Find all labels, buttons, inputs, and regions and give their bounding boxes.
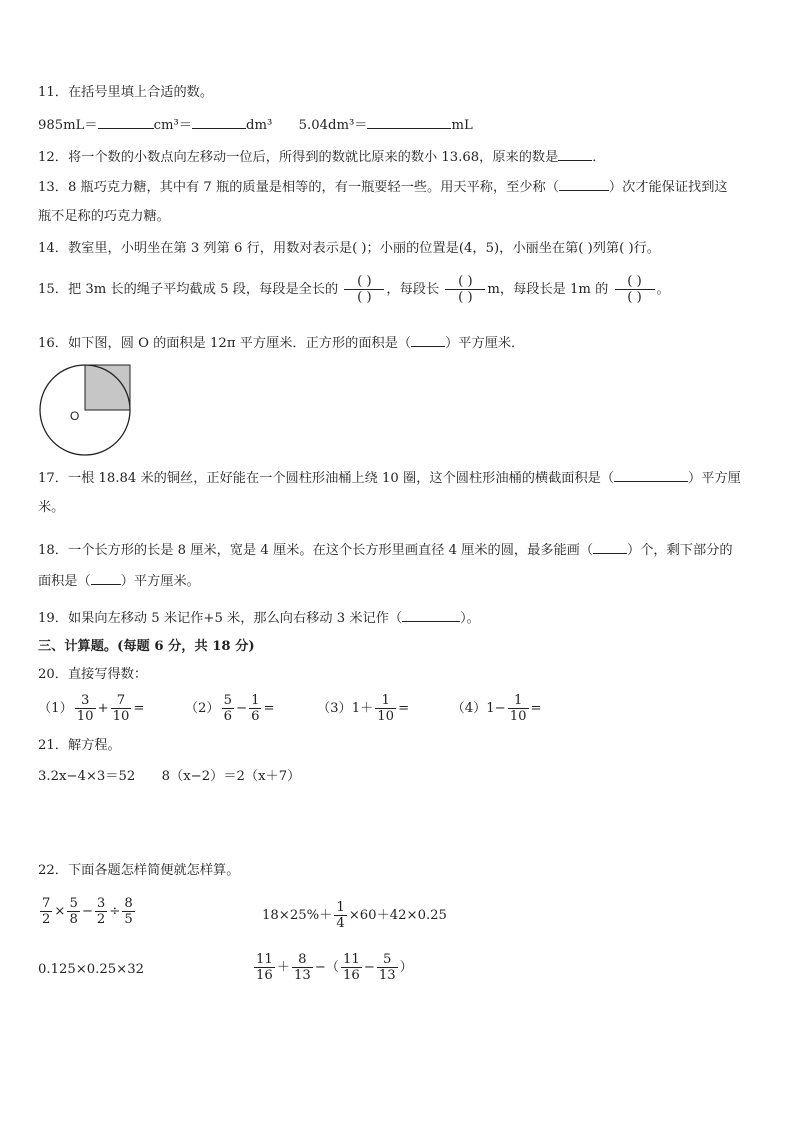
q15-frac-3[interactable]: $\frac{( )}{( )}$ <box>615 274 655 305</box>
q20-item-1: （1） $\frac{3}{10}$ + $\frac{7}{10}$ = <box>38 693 145 724</box>
q20-stem: 20．直接写得数： <box>38 667 148 682</box>
q22-frac: $\frac{8}{13}$ <box>293 952 311 983</box>
q15-p4: 。 <box>656 282 670 297</box>
q12-blank[interactable] <box>558 147 592 161</box>
label-o: O <box>70 409 80 423</box>
q20-frac: $\frac{5}{6}$ <box>223 693 233 724</box>
q11-blank-3[interactable] <box>367 115 451 129</box>
q12 <box>38 147 605 167</box>
q16 <box>38 333 524 353</box>
q19 <box>38 608 480 628</box>
q13-part2: ）次才能保证找到这 <box>608 180 728 195</box>
q13-blank[interactable] <box>559 177 609 191</box>
q22-expr-3: 0.125×0.25×32 <box>38 962 144 977</box>
q18-part3: 面积是（ <box>38 574 91 589</box>
q22-expr-4: $\frac{11}{16}$ ＋ $\frac{8}{13}$ −（ $\frac{11}{16}$ − $\frac{5}{13}$ ） <box>256 952 413 983</box>
q17-part1: 17．一根 18.84 米的铜丝，正好能在一个圆柱形油桶上绕 10 圈，这个圆柱形油桶的横截面积是（ <box>38 471 615 486</box>
q16-blank[interactable] <box>411 333 445 347</box>
q18-line-2 <box>38 571 200 591</box>
q11-dm3: dm³ <box>246 118 273 133</box>
q22-frac: $\frac{11}{16}$ <box>256 952 273 983</box>
q15 <box>38 274 670 305</box>
q22-frac: $\frac{5}{8}$ <box>69 896 78 927</box>
q12-end: ． <box>592 150 606 165</box>
q21-eq-1: 3.2x−4×3＝52 <box>38 769 136 784</box>
q17-line-1 <box>38 468 741 488</box>
q19-blank[interactable] <box>402 608 460 622</box>
q18-part1: 18．一个长方形的长是 8 厘米，宽是 4 厘米。在这个长方形里画直径 4 厘米的圆，最多能画（ <box>38 543 594 558</box>
q15-frac-2[interactable]: $\frac{( )}{( )}$ <box>445 274 485 305</box>
q20-frac: $\frac{7}{10}$ <box>112 693 130 724</box>
q19-part1: 19．如果向左移动 5 米记作+5 米，那么向右移动 3 米记作（ <box>38 611 403 626</box>
q17-part2: ）平方厘 <box>688 471 741 486</box>
q22-frac: $\frac{3}{2}$ <box>96 896 106 927</box>
q11-blank-1[interactable] <box>98 115 154 129</box>
q18-part2: ）个，剩下部分的 <box>627 543 733 558</box>
q18-blank-1[interactable] <box>593 540 627 554</box>
q17-line-2: 米。 <box>38 500 65 515</box>
q21-stem: 21．解方程。 <box>38 738 121 753</box>
q20-frac: $\frac{1}{10}$ <box>377 693 395 724</box>
q11-cm3: cm³＝ <box>153 118 192 133</box>
q20-item-3: （3）1＋ $\frac{1}{10}$ = <box>316 693 410 724</box>
q13-part1: 13．8 瓶巧克力糖，其中有 7 瓶的质量是相等的，有一瓶要轻一些。用天平称，至少称（ <box>38 180 559 195</box>
q18-part4: ）平方厘米。 <box>120 574 200 589</box>
q11-b: 5.04dm³＝ <box>298 118 368 133</box>
q22-expr-1: $\frac{7}{2}$ × $\frac{5}{8}$ − $\frac{3}{2}$ ÷ $\frac{8}{5}$ <box>42 896 133 927</box>
q22-expr-2: 18×25%＋ $\frac{1}{4}$ ×60＋42×0.25 <box>262 900 447 931</box>
q11-ml: mL <box>451 118 473 133</box>
section-3-title: 三、计算题。(每题 6 分，共 18 分) <box>38 639 255 654</box>
q12-text: 12．将一个数的小数点向左移动一位后，所得到的数就比原来的数小 13.68，原来的数是 <box>38 150 559 165</box>
q18-blank-2[interactable] <box>91 571 121 585</box>
q22-frac: $\frac{8}{5}$ <box>124 896 133 927</box>
q20-item-2: （2） $\frac{5}{6}$ − $\frac{1}{6}$ = <box>184 693 275 724</box>
q21-equations <box>38 768 300 786</box>
q18-line-1 <box>38 540 733 560</box>
q22-frac: $\frac{11}{16}$ <box>343 952 360 983</box>
q22-frac: $\frac{5}{13}$ <box>378 952 396 983</box>
q13-line-2: 瓶不足称的巧克力糖。 <box>38 209 170 224</box>
q17-blank[interactable] <box>614 468 688 482</box>
circle-square-figure <box>36 360 136 460</box>
q20-frac: $\frac{1}{10}$ <box>509 693 527 724</box>
q20-items <box>38 692 542 726</box>
q22-frac: $\frac{1}{4}$ <box>336 900 345 931</box>
q21-eq-2: 8（x−2）＝2（x＋7） <box>161 769 301 784</box>
q11-a: 985mL＝ <box>38 118 98 133</box>
q15-p1: 15．把 3m 长的绳子平均截成 5 段，每段是全长的 <box>38 282 339 297</box>
q22-frac: $\frac{7}{2}$ <box>42 896 51 927</box>
q20-item-4: （4）1− $\frac{1}{10}$ = <box>451 693 542 724</box>
q22-stem: 22．下面各题怎样简便就怎样算。 <box>38 863 240 878</box>
q14: 14．教室里，小明坐在第 3 列第 6 行，用数对表示是( )；小丽的位置是(4，5)，小丽坐在第( )列第( )行。 <box>38 241 660 256</box>
q20-frac: $\frac{1}{6}$ <box>251 693 260 724</box>
q16-part2: ）平方厘米． <box>445 336 525 351</box>
q20-frac: $\frac{3}{10}$ <box>76 693 94 724</box>
q11-stem: 11．在括号里填上合适的数。 <box>38 85 214 100</box>
q11-blank-2[interactable] <box>192 115 246 129</box>
q11-line <box>38 115 473 135</box>
q15-p3: m，每段长是 1m 的 <box>487 282 609 297</box>
q15-p2: ，每段长 <box>386 282 440 297</box>
q19-part2: ）。 <box>460 611 480 626</box>
q13-line-1 <box>38 177 728 197</box>
q15-frac-1[interactable]: $\frac{( )}{( )}$ <box>344 274 384 305</box>
q16-part1: 16．如下图，圆 O 的面积是 12π 平方厘米．正方形的面积是（ <box>38 336 412 351</box>
